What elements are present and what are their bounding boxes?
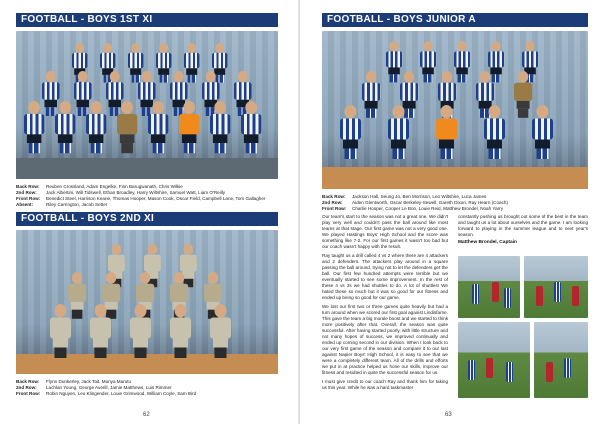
player-figure	[484, 105, 505, 159]
action-photo-4	[534, 322, 588, 398]
report-paragraph: Ray taught us a drill called 4 vs 2 where there are 4 attackers and 2 defenders. The attackers play around in a square passing the ball around, trying not to let the defenders get the ball. Our first few hundred attempts were terrible but we eventually started to see some improvement. In the rest of these 4 vs 2s we had shuttles to do. A lot of shuttles! We hated these so much but it was so good for our fitness and ended up being so good for our game.	[322, 253, 448, 300]
first-xi-caption	[16, 184, 278, 208]
player-figure	[454, 41, 470, 82]
player-figure	[241, 101, 261, 153]
report-column-2	[458, 214, 588, 241]
player-figure	[514, 71, 532, 118]
player-figure	[148, 101, 168, 153]
player-figure	[420, 41, 436, 82]
first-xi-title-banner: FOOTBALL - BOYS 1ST XI	[16, 13, 278, 27]
player-figure	[86, 101, 106, 153]
player-figure	[436, 105, 457, 159]
junior-a-team-photo	[322, 31, 588, 189]
report-paragraph: We lost our first two or three games quite heavily but had a turn around when we scored our first goal against Lindisfarne. This gave the team a big morale boost and we started to think more positively after that. Overall, the season was quite successful. After having started poorly, with little structure and not many hopes of success, we improved continually and ended up coming second in our division. When I look back to our very first game of the season and compare it to our last against Napier Boys' High School, it is easy to see that we were a completely different team. All of the drills and efforts we put in at practice helped us hone our skills, improve our fitness and resulted in quite the successful season for us.	[322, 304, 448, 375]
caption-row: Back Row: Reuben Crossland, Adam Engelke, Finn Barugwanath, Chris Wilkie	[16, 184, 183, 189]
report-paragraph: I must give credit to our coach Ray and thank him for taking us this year. While he was a hard taskmaster	[322, 379, 448, 390]
second-xi-team-photo	[16, 230, 278, 374]
action-photo-1	[458, 256, 520, 318]
player-figure	[117, 101, 137, 153]
player-figure	[90, 304, 111, 358]
second-xi-caption	[16, 379, 278, 397]
player-figure	[362, 71, 380, 118]
caption-row: Back Row: Flynn Dunkerley, Jack Tait, Munya Marutu	[16, 379, 132, 384]
right-page	[300, 0, 600, 424]
player-figure	[210, 304, 231, 358]
report-column-1	[322, 214, 448, 394]
caption-row: Front Row: Charlie Hooper, Cooper Le Bon, Louie Reid, Matthew Brondel, Noah Yarry	[322, 206, 503, 211]
second-xi-title-banner: FOOTBALL - BOYS 2ND XI	[16, 212, 278, 226]
caption-row: Absent: Riley Carrington, Jacob Setter	[16, 202, 108, 207]
player-figure	[170, 304, 191, 358]
caption-row: 2nd Row: Aiden Glentworth, Oscar Berkeley-Sewell, Gareth Dixon, Ray Hearn (Coach)	[322, 200, 508, 205]
captain-signature: Matthew Brondel, Captain	[458, 240, 517, 245]
player-figure	[210, 101, 230, 153]
player-figure	[340, 105, 361, 159]
caption-row: Front Row: Robin Nguyen, Leo Klingender, Louie Grimwood, William Coyle, Sam Bird	[16, 391, 197, 396]
junior-a-title-banner: FOOTBALL - BOYS JUNIOR A	[322, 13, 588, 27]
caption-row: 2nd Row: Jack Albertini, Will Tidswell, Ethan Broadley, Harry Wiltshire, Samuel Watt, Liam O'Reilly	[16, 190, 226, 195]
junior-a-caption	[322, 194, 588, 212]
page-number-right: 63	[445, 412, 452, 418]
player-figure	[55, 101, 75, 153]
player-figure	[24, 101, 44, 153]
caption-row: Back Row: Jackson Hall, Seung Jo, Ben Morrison, Leo Wiltshire, Luca James	[322, 194, 487, 199]
caption-row: 2nd Row: Lachlan Young, George Averill, Jamie Matthews, Luis Rimmer	[16, 385, 172, 390]
report-paragraph: constantly pushing us brought out some of the best in the team and taught us a lot about ourselves and the game. I am looking forward to playing in the summer league and to next year's season.	[458, 214, 588, 237]
player-figure	[388, 105, 409, 159]
report-paragraph: Our team's start to the season was not a great one. We didn't play very well and couldn't pass the ball around like most teams at that stage. Our first game was not a very good one. We played Hastings Boys' High School and the score was something like 7-2. For our first games it wasn't too bad but our coach wasn't happy with the result.	[322, 214, 448, 249]
page-number-left: 62	[143, 412, 150, 418]
player-figure	[130, 304, 151, 358]
action-photo-2	[524, 256, 588, 318]
player-figure	[532, 105, 553, 159]
caption-row: Front Row: Benedict Steel, Harrison Keane, Thomas Hooper, Mason Cook, Oscar Field, Campbell Lane, Tom Gallagher	[16, 196, 266, 201]
player-figure	[50, 304, 71, 358]
player-figure	[179, 101, 199, 153]
first-xi-team-photo	[16, 31, 278, 179]
action-photo-3	[458, 322, 530, 398]
